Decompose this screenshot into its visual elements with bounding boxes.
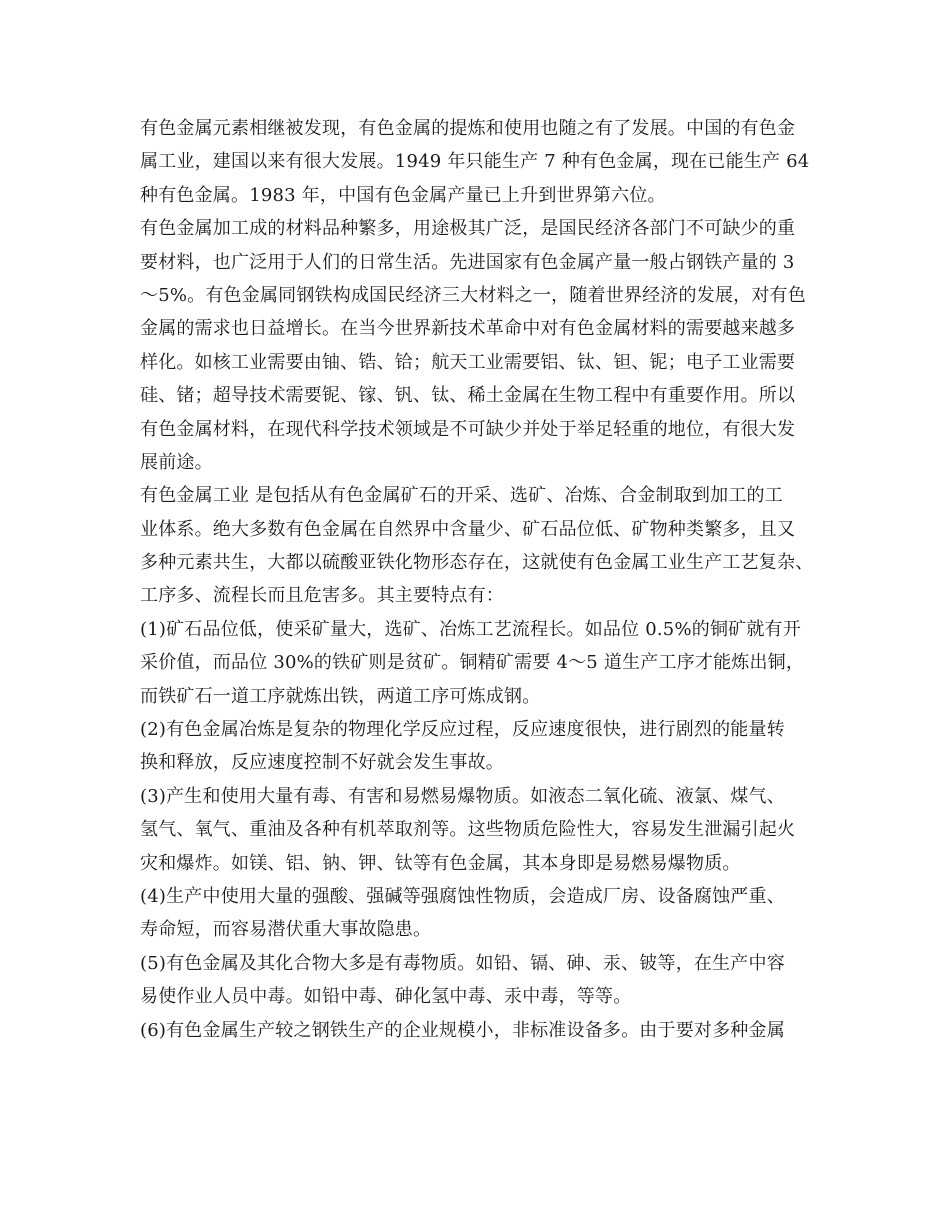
text-line: 硅、锗；超导技术需要铌、镓、钒、钛、稀土金属在生物工程中有重要作用。所以 [140,385,796,407]
text-line: 氢气、氧气、重油及各种有机萃取剂等。这些物质危险性大，容易发生泄漏引起火 [140,819,796,841]
text-line: (3)产生和使用大量有毒、有害和易燃易爆物质。如液态二氧化硫、液氯、煤气、 [140,785,785,807]
text-line: 有色金属加工成的材料品种繁多，用途极其广泛，是国民经济各部门不可缺少的重 [140,218,796,240]
text-line: 有色金属元素相继被发现，有色金属的提炼和使用也随之有了发展。中国的有色金 [140,118,796,139]
text-line: 种有色金属。1983 年，中国有色金属产量已上升到世界第六位。 [140,184,666,206]
text-line: 展前途。 [140,451,213,473]
text-line: 灾和爆炸。如镁、铝、钠、钾、钛等有色金属，其本身即是易燃易爆物质。 [140,852,741,874]
text-line: 工序多、流程长而且危害多。其主要特点有： [140,585,504,607]
text-line: 换和释放，反应速度控制不好就会发生事故。 [140,752,504,774]
document-body [140,112,840,1047]
text-line: (5)有色金属及其化合物大多是有毒物质。如铅、镉、砷、汞、铍等，在生产中容 [140,952,785,974]
text-line: 要材料，也广泛用于人们的日常生活。先进国家有色金属产量一般占钢铁产量的 3 [140,251,795,273]
text-line: 易使作业人员中毒。如铅中毒、砷化氢中毒、汞中毒，等等。 [140,986,632,1008]
text-line: 有色金属材料，在现代科学技术领域是不可缺少并处于举足轻重的地位，有很大发 [140,418,796,440]
text-line: (4)生产中使用大量的强酸、强碱等强腐蚀性物质，会造成厂房、设备腐蚀严重、 [140,885,785,907]
text-line: ～5%。有色金属同钢铁构成国民经济三大材料之一，随着世界经济的发展，对有色 [140,284,806,306]
text-line: 样化。如核工业需要由铀、锆、铪；航天工业需要铝、钛、钽、铌；电子工业需要 [140,351,796,373]
text-line: 金属的需求也日益增长。在当今世界新技术革命中对有色金属材料的需要越来越多 [140,318,796,340]
text-line: 业体系。绝大多数有色金属在自然界中含量少、矿石品位低、矿物种类繁多，且又 [140,518,796,540]
text-line: 而铁矿石一道工序就炼出铁，两道工序可炼成钢。 [140,685,541,707]
text-line: 寿命短，而容易潜伏重大事故隐患。 [140,919,432,941]
text-line: (2)有色金属冶炼是复杂的物理化学反应过程，反应速度很快，进行剧烈的能量转 [140,719,785,741]
text-line: (1)矿石品位低，使采矿量大，选矿、冶炼工艺流程长。如品位 0.5%的铜矿就有开 [140,618,801,640]
text-line: 属工业，建国以来有很大发展。1949 年只能生产 7 种有色金属，现在已能生产 64 [140,151,810,173]
text-line: (6)有色金属生产较之钢铁生产的企业规模小，非标准设备多。由于要对多种金属 [140,1019,785,1041]
text-line: 采价值，而品位 30%的铁矿则是贫矿。铜精矿需要 4～5 道生产工序才能炼出铜， [140,652,805,674]
text-line: 多种元素共生，大都以硫酸亚铁化物形态存在，这就使有色金属工业生产工艺复杂、 [140,552,814,574]
text-line: 有色金属工业 是包括从有色金属矿石的开采、选矿、冶炼、合金制取到加工的工 [140,485,783,507]
